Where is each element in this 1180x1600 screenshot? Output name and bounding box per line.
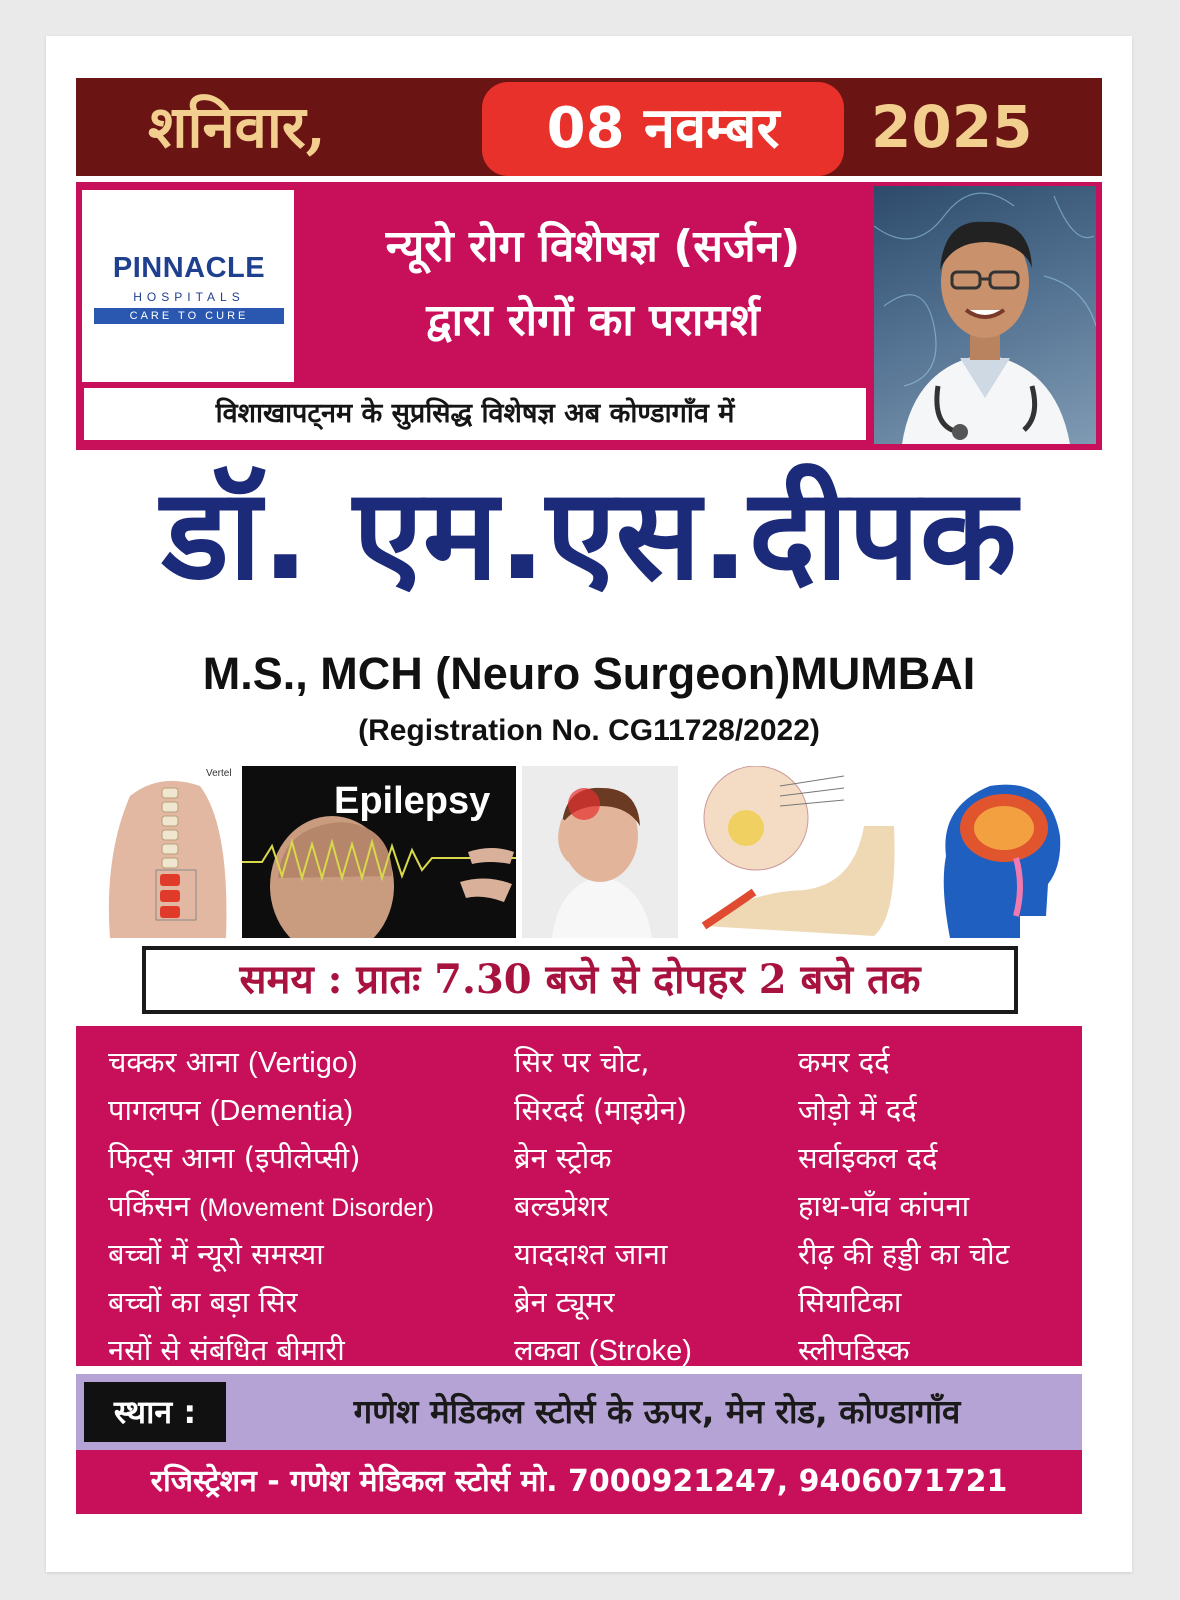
date-bar bbox=[76, 78, 1102, 176]
condition-item: सियाटिका bbox=[798, 1285, 902, 1319]
epilepsy-image bbox=[242, 766, 516, 938]
condition-item: लकवा (Stroke) bbox=[514, 1333, 692, 1367]
header-subline: विशाखापट्नम के सुप्रसिद्ध विशेषज्ञ अब कोण्डागाँव में bbox=[84, 388, 866, 440]
condition-item: स्लीपडिस्क bbox=[798, 1333, 910, 1367]
hospital-name: PINNACLE bbox=[112, 252, 266, 284]
conditions-panel bbox=[76, 1026, 1082, 1366]
doctor-qualifications: M.S., MCH (Neuro Surgeon)MUMBAI bbox=[202, 648, 976, 699]
registration-text: रजिस्ट्रेशन - गणेश मेडिकल स्टोर्स मो. 7000921247, 9406071721 bbox=[150, 1464, 1008, 1499]
condition-item: पागलपन (Dementia) bbox=[108, 1093, 354, 1127]
condition-item: फिट्स आना (इपीलेप्सी) bbox=[108, 1141, 361, 1175]
hospital-subtitle: HOSPITALS bbox=[133, 290, 245, 304]
timing-box bbox=[142, 946, 1018, 1014]
location-address: गणेश मेडिकल स्टोर्स के ऊपर, मेन रोड, कोण्डागाँव bbox=[353, 1392, 961, 1431]
header-line-1: न्यूरो रोग विशेषज्ञ (सर्जन) bbox=[385, 221, 801, 272]
doctor-name: डॉ. एम.एस.दीपक bbox=[161, 461, 1017, 608]
spine-label: Vertel bbox=[206, 768, 232, 779]
doctor-registration: (Registration No. CG11728/2022) bbox=[358, 714, 820, 747]
date-year: 2025 bbox=[871, 93, 1033, 161]
condition-item: हाथ-पाँव कांपना bbox=[798, 1189, 970, 1223]
condition-item: चक्कर आना (Vertigo) bbox=[108, 1045, 358, 1079]
brain-image bbox=[920, 766, 1076, 938]
header-line-2: द्वारा रोगों का परामर्श bbox=[426, 295, 760, 346]
conditions-column-2 bbox=[514, 1038, 692, 1374]
foot-image bbox=[684, 766, 914, 938]
spine-image bbox=[100, 766, 236, 938]
hospital-tagline: CARE TO CURE bbox=[94, 308, 284, 324]
condition-item: ब्रेन स्ट्रोक bbox=[514, 1141, 612, 1175]
condition-item: कमर दर्द bbox=[798, 1045, 890, 1079]
conditions-column-1 bbox=[108, 1038, 434, 1374]
doctor-portrait-icon bbox=[874, 186, 1096, 444]
conditions-column-3 bbox=[798, 1038, 1009, 1374]
doctor-photo bbox=[874, 186, 1096, 444]
condition-item: सर्वाइकल दर्द bbox=[798, 1141, 938, 1175]
condition-item: बल्डप्रेशर bbox=[514, 1189, 609, 1223]
date-highlight: 08 नवम्बर bbox=[482, 82, 844, 176]
condition-item: बच्चों में न्यूरो समस्या bbox=[108, 1237, 324, 1271]
location-label: स्थान : bbox=[84, 1382, 226, 1442]
condition-item: पर्किंसन (Movement Disorder) bbox=[108, 1189, 434, 1223]
header-band bbox=[76, 182, 1102, 450]
condition-item: जोड़ो में दर्द bbox=[798, 1093, 917, 1127]
condition-item: याददाश्त जाना bbox=[514, 1237, 668, 1271]
registration-bar bbox=[76, 1450, 1082, 1514]
condition-item: सिरदर्द (माइग्रेन) bbox=[514, 1093, 688, 1127]
headache-image bbox=[522, 766, 678, 938]
hospital-logo bbox=[82, 190, 294, 382]
condition-item: बच्चों का बड़ा सिर bbox=[108, 1285, 298, 1319]
location-bar bbox=[76, 1374, 1082, 1450]
epilepsy-label: Epilepsy bbox=[334, 780, 491, 822]
condition-item: सिर पर चोट, bbox=[514, 1045, 650, 1079]
condition-item: रीढ़ की हड्डी का चोट bbox=[798, 1237, 1010, 1271]
condition-item: नसों से संबंधित बीमारी bbox=[108, 1333, 345, 1367]
condition-item: ब्रेन ट्यूमर bbox=[514, 1285, 615, 1319]
timing-text: समय : प्रातः 7.30 बजे से दोपहर 2 बजे तक bbox=[239, 956, 921, 1003]
poster-card bbox=[46, 36, 1132, 1572]
date-day: शनिवार, bbox=[148, 93, 326, 161]
